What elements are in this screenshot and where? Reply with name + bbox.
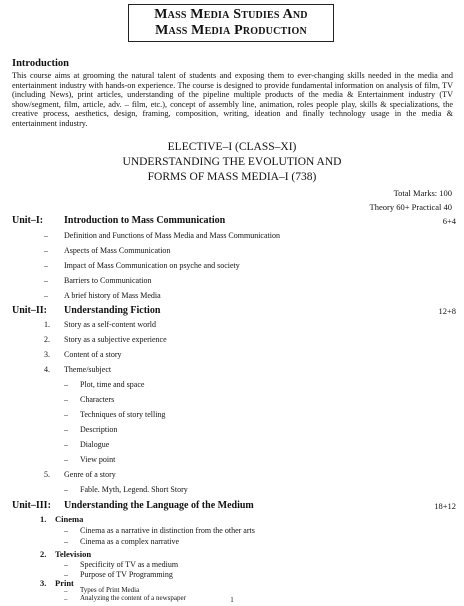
dash-bullet: – bbox=[64, 595, 68, 603]
dash-bullet: – bbox=[64, 455, 68, 464]
page-number: 1 bbox=[230, 596, 234, 604]
unit-2-header bbox=[12, 305, 456, 319]
list-number: 2. bbox=[44, 335, 50, 344]
dash-bullet: – bbox=[64, 440, 68, 449]
theory-practical-marks: Theory 60+ Practical 40 bbox=[369, 202, 452, 212]
dash-bullet: – bbox=[64, 380, 68, 389]
title-box bbox=[128, 4, 334, 42]
total-marks: Total Marks: 100 bbox=[393, 188, 452, 198]
cinema-item: Cinema as a complex narrative bbox=[80, 537, 180, 546]
unit-2-item: Theme/subject bbox=[64, 365, 112, 374]
unit-1-title: Introduction to Mass Communication bbox=[64, 215, 226, 226]
unit-1-header bbox=[12, 215, 456, 229]
title-line-2: Mass Media Production bbox=[155, 23, 307, 38]
television-item: Purpose of TV Programming bbox=[80, 570, 173, 579]
theme-subitem: Dialogue bbox=[80, 440, 110, 449]
list-number: 3. bbox=[44, 350, 50, 359]
unit-2-marks: 12+8 bbox=[438, 306, 456, 316]
elective-line-2: UNDERSTANDING THE EVOLUTION AND bbox=[122, 156, 342, 168]
unit-2-item: Story as a subjective experience bbox=[64, 335, 167, 344]
unit-3-marks: 18+12 bbox=[434, 501, 456, 511]
dash-bullet: – bbox=[44, 261, 48, 270]
print-item: Analyzing the content of a newspaper bbox=[80, 594, 186, 602]
dash-bullet: – bbox=[64, 425, 68, 434]
unit-2-title: Understanding Fiction bbox=[64, 305, 161, 316]
unit-3-title: Understanding the Language of the Medium bbox=[64, 500, 254, 511]
title-line-1: Mass Media Studies And bbox=[154, 7, 308, 22]
theme-subitem: Characters bbox=[80, 395, 115, 404]
dash-bullet: – bbox=[44, 276, 48, 285]
section-number: 1. bbox=[40, 514, 47, 524]
cinema-item: Cinema as a narrative in distinction from the other arts bbox=[80, 526, 255, 535]
unit-2-label: Unit–II: bbox=[12, 305, 48, 316]
theme-subitem: Plot, time and space bbox=[80, 380, 145, 389]
dash-bullet: – bbox=[64, 570, 68, 579]
theme-subitem: View point bbox=[80, 455, 116, 464]
section-heading-print: Print bbox=[55, 578, 74, 588]
unit-2-item: Genre of a story bbox=[64, 470, 116, 479]
unit-1-item: Aspects of Mass Communication bbox=[64, 246, 171, 255]
unit-1-marks: 6+4 bbox=[442, 216, 456, 226]
theme-subitem: Techniques of story telling bbox=[80, 410, 166, 419]
unit-1-item: Definition and Functions of Mass Media and Mass Communication bbox=[64, 231, 280, 240]
dash-bullet: – bbox=[44, 231, 48, 240]
intro-heading: Introduction bbox=[12, 58, 69, 69]
theme-subitem: Description bbox=[80, 425, 118, 434]
elective-line-1: ELECTIVE–I (CLASS–XI) bbox=[167, 141, 297, 153]
dash-bullet: – bbox=[64, 587, 68, 595]
unit-3-label: Unit–III: bbox=[12, 500, 51, 511]
list-number: 4. bbox=[44, 365, 50, 374]
list-number: 5. bbox=[44, 470, 50, 479]
section-number: 3. bbox=[40, 578, 47, 588]
unit-1-item: Impact of Mass Communication on psyche and society bbox=[64, 261, 240, 270]
dash-bullet: – bbox=[44, 291, 48, 300]
dash-bullet: – bbox=[64, 560, 68, 569]
dash-bullet: – bbox=[64, 537, 68, 546]
unit-1-label: Unit–I: bbox=[12, 215, 44, 226]
unit-2-item: Story as a self-content world bbox=[64, 320, 156, 329]
dash-bullet: – bbox=[64, 526, 68, 535]
elective-line-3: FORMS OF MASS MEDIA–I (738) bbox=[147, 171, 317, 183]
unit-2-item: Content of a story bbox=[64, 350, 122, 359]
section-number: 2. bbox=[40, 549, 47, 559]
unit-1-item: A brief history of Mass Media bbox=[64, 291, 161, 300]
genre-subitem: Fable. Myth, Legend. Short Story bbox=[80, 485, 188, 494]
intro-paragraph: This course aims at grooming the natural talent of students and exposing them to ever-changing skills needed in the media and entertainment industry with hands-on experience. The course is designed to provide fundamental information on analysis of film, TV (including News), print articles, understanding of the pipeline multiple products of the media & Entertainment industry (TV show/segment, film, article, adv. – film, etc.), concept of assembly line, animation, roles people play, skills & specializations, the creative process, aesthetics, design, framing, composition, writing, ideation and finally technology usage in the media & entertainment industry. bbox=[12, 71, 453, 128]
dash-bullet: – bbox=[64, 395, 68, 404]
unit-3-header bbox=[12, 500, 456, 514]
dash-bullet: – bbox=[64, 410, 68, 419]
list-number: 1. bbox=[44, 320, 50, 329]
section-heading-television: Television bbox=[55, 549, 92, 559]
section-heading-cinema: Cinema bbox=[55, 514, 84, 524]
unit-1-item: Barriers to Communication bbox=[64, 276, 152, 285]
dash-bullet: – bbox=[64, 485, 68, 494]
dash-bullet: – bbox=[44, 246, 48, 255]
television-item: Specificity of TV as a medium bbox=[80, 560, 179, 569]
print-item: Types of Print Media bbox=[80, 586, 140, 594]
